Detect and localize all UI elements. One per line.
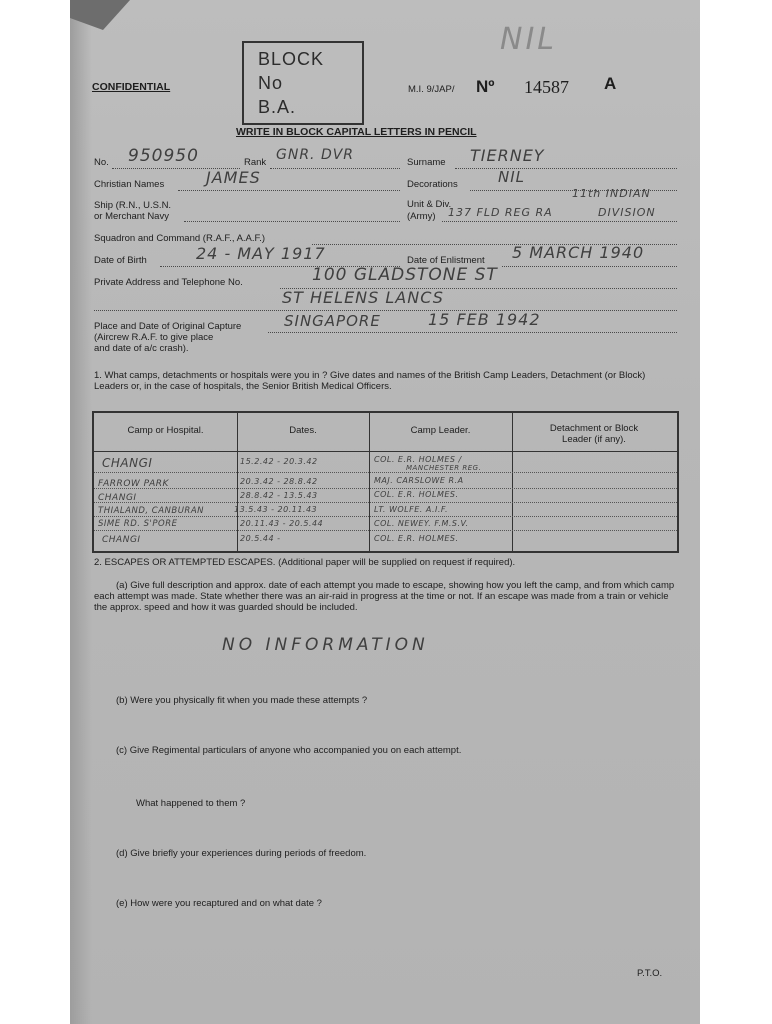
squadron-label: Squadron and Command (R.A.F., A.A.F.) xyxy=(94,233,266,244)
unit-top-value: 11th INDIAN xyxy=(572,187,651,200)
dates-cell: 28.8.42 - 13.5.43 xyxy=(240,491,318,500)
no-information-answer: NO INFORMATION xyxy=(222,635,429,655)
leader-cell: COL. E.R. HOLMES. xyxy=(374,490,459,499)
stamp-line-1: BLOCK xyxy=(258,49,325,69)
question-2b-text: (b) Were you physically fit when you made these attempts ? xyxy=(116,695,368,706)
unit-label-1: Unit & Div. xyxy=(407,199,452,210)
leader-cell: COL. E.R. HOLMES / xyxy=(374,455,462,464)
dates-cell: 20.5.44 - xyxy=(240,534,281,543)
form-ref: M.I. 9/JAP/ xyxy=(408,84,455,95)
leader-cell: COL. NEWEY. F.M.S.V. xyxy=(374,519,469,528)
col-header-leader: Camp Leader. xyxy=(410,425,471,436)
form-no-symbol: Nº xyxy=(476,77,495,96)
col-header-dates: Dates. xyxy=(289,425,317,436)
camp-cell: SIME RD. S'PORE xyxy=(98,519,178,529)
form-suffix: A xyxy=(604,74,617,93)
dates-cell: 20.11.43 - 20.5.44 xyxy=(240,519,324,528)
question-2c-followup: What happened to them ? xyxy=(136,798,246,809)
col-header-detachment: Detachment or Block Leader (if any). xyxy=(549,423,639,445)
question-2c-text: (c) Give Regimental particulars of anyone who accompanied you on each attempt. xyxy=(116,745,462,756)
enlistment-label: Date of Enlistment xyxy=(407,255,485,266)
decorations-label: Decorations xyxy=(407,179,458,190)
address-label: Private Address and Telephone No. xyxy=(94,277,243,288)
dates-cell: 13.5.43 - 20.11.43 xyxy=(234,505,318,514)
leader-cell: COL. E.R. HOLMES. xyxy=(374,534,459,543)
block-stamp xyxy=(242,41,364,125)
capture-date-value: 15 FEB 1942 xyxy=(428,310,541,329)
enlistment-value: 5 MARCH 1940 xyxy=(512,243,645,262)
no-label: No. xyxy=(94,157,109,168)
leader-cell: LT. WOLFE. A.I.F. xyxy=(374,505,449,514)
pto-label: P.T.O. xyxy=(637,968,663,979)
camp-cell: THIALAND, CANBURAN xyxy=(98,506,205,516)
no-value: 950950 xyxy=(128,146,199,166)
camp-cell: CHANGI xyxy=(102,456,153,470)
col-header-camp: Camp or Hospital. xyxy=(127,425,204,436)
nil-mark: NIL xyxy=(500,22,558,57)
rank-label: Rank xyxy=(244,157,267,168)
leader-cell: MAJ. CARSLOWE R.A xyxy=(374,476,464,485)
dob-label: Date of Birth xyxy=(94,255,147,266)
christian-names-label: Christian Names xyxy=(94,179,165,190)
camp-cell: CHANGI xyxy=(102,535,141,545)
decorations-value: NIL xyxy=(498,168,526,186)
surname-label: Surname xyxy=(407,157,446,168)
stamp-line-2: No xyxy=(258,73,284,93)
instruction-heading: WRITE IN BLOCK CAPITAL LETTERS IN PENCIL xyxy=(236,126,477,138)
leader-cell-note: MANCHESTER REG. xyxy=(406,464,482,472)
camp-cell: CHANGI xyxy=(98,493,137,503)
camp-cell: FARROW PARK xyxy=(98,479,169,489)
question-2e-text: (e) How were you recaptured and on what date ? xyxy=(116,898,322,909)
rank-value: GNR. DVR xyxy=(276,147,355,163)
capture-label-1: Place and Date of Original Capture xyxy=(94,321,242,332)
ship-label-2: or Merchant Navy xyxy=(94,211,169,222)
question-2-title: 2. ESCAPES OR ATTEMPTED ESCAPES. (Additional paper will be supplied on request if required). xyxy=(94,557,516,568)
christian-names-value: JAMES xyxy=(206,168,261,187)
dates-cell: 15.2.42 - 20.3.42 xyxy=(240,457,318,466)
dates-cell: 20.3.42 - 28.8.42 xyxy=(240,477,318,486)
question-1-text: 1. What camps, detachments or hospitals were you in ? Give dates and names of the British Camp Leaders, Detachment (or Block) Leaders or, in the case of hospitals, the Senior British Medical Officers. xyxy=(94,370,646,392)
confidential-label: CONFIDENTIAL xyxy=(92,81,171,93)
address-value-1: 100 GLADSTONE ST xyxy=(312,265,498,285)
question-2a-text: (a) Give full description and approx. date of each attempt you made to escape, showing how you left the camp, and from which camp each attempt was made. State whether there was an air-raid in progress at the time or not. If an escape was made from a train or vehicle the approx. speed and how it was guarded should be included. xyxy=(94,580,675,613)
surname-value: TIERNEY xyxy=(470,146,545,165)
division-value: DIVISION xyxy=(598,206,656,219)
unit-value: 137 FLD REG RA xyxy=(448,206,553,219)
question-2d-text: (d) Give briefly your experiences during periods of freedom. xyxy=(116,848,367,859)
capture-label-2: (Aircrew R.A.F. to give place xyxy=(94,332,214,343)
capture-place-value: SINGAPORE xyxy=(284,312,381,330)
stamp-line-3: B.A. xyxy=(258,97,297,117)
camps-table xyxy=(92,411,679,553)
dob-value: 24 - MAY 1917 xyxy=(196,244,326,263)
address-value-2: ST HELENS LANCS xyxy=(282,288,444,307)
ship-label-1: Ship (R.N., U.S.N. xyxy=(94,200,172,211)
capture-label-3: and date of a/c crash). xyxy=(94,343,189,354)
form-number: 14587 xyxy=(524,77,569,97)
unit-label-2: (Army) xyxy=(407,211,436,222)
